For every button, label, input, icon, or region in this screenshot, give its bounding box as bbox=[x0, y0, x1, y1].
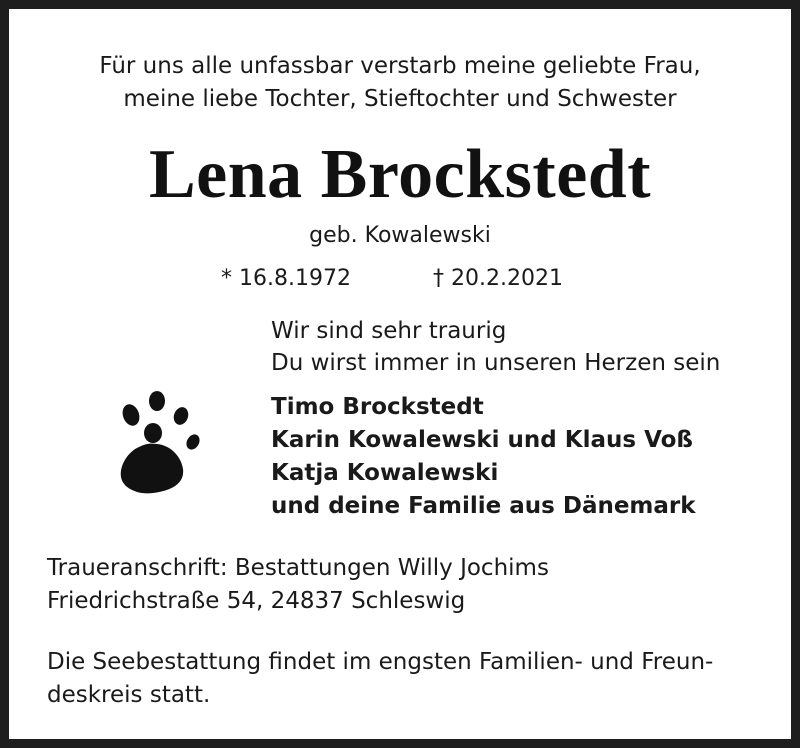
intro-line-2: meine liebe Tochter, Stieftochter und Schwester bbox=[123, 86, 677, 112]
family-member: Katja Kowalewski bbox=[271, 460, 499, 486]
death-date: † 20.2.2021 bbox=[433, 266, 563, 291]
message-line-2: Du wirst immer in unseren Herzen sein bbox=[271, 350, 721, 376]
message-line-1: Wir sind sehr traurig bbox=[271, 318, 507, 344]
family-member: Timo Brockstedt bbox=[271, 394, 484, 420]
family-member: und deine Familie aus Dänemark bbox=[271, 493, 696, 519]
address-line-2: Friedrichstraße 54, 24837 Schleswig bbox=[47, 588, 466, 614]
notice-line-2: deskreis statt. bbox=[47, 682, 211, 708]
intro-line-1: Für uns alle unfassbar verstarb meine geliebte Frau, bbox=[99, 53, 701, 79]
family-member: Karin Kowalewski und Klaus Voß bbox=[271, 427, 693, 453]
notice-line-1: Die Seebestattung findet im engsten Familien- und Freun- bbox=[47, 649, 714, 675]
birth-date: * 16.8.1972 bbox=[221, 266, 351, 291]
paw-print-icon bbox=[109, 389, 209, 499]
address-line-1: Traueranschrift: Bestattungen Willy Jochims bbox=[47, 555, 549, 581]
deceased-name: Lena Brockstedt bbox=[148, 136, 652, 213]
birth-name: geb. Kowalewski bbox=[309, 223, 491, 248]
